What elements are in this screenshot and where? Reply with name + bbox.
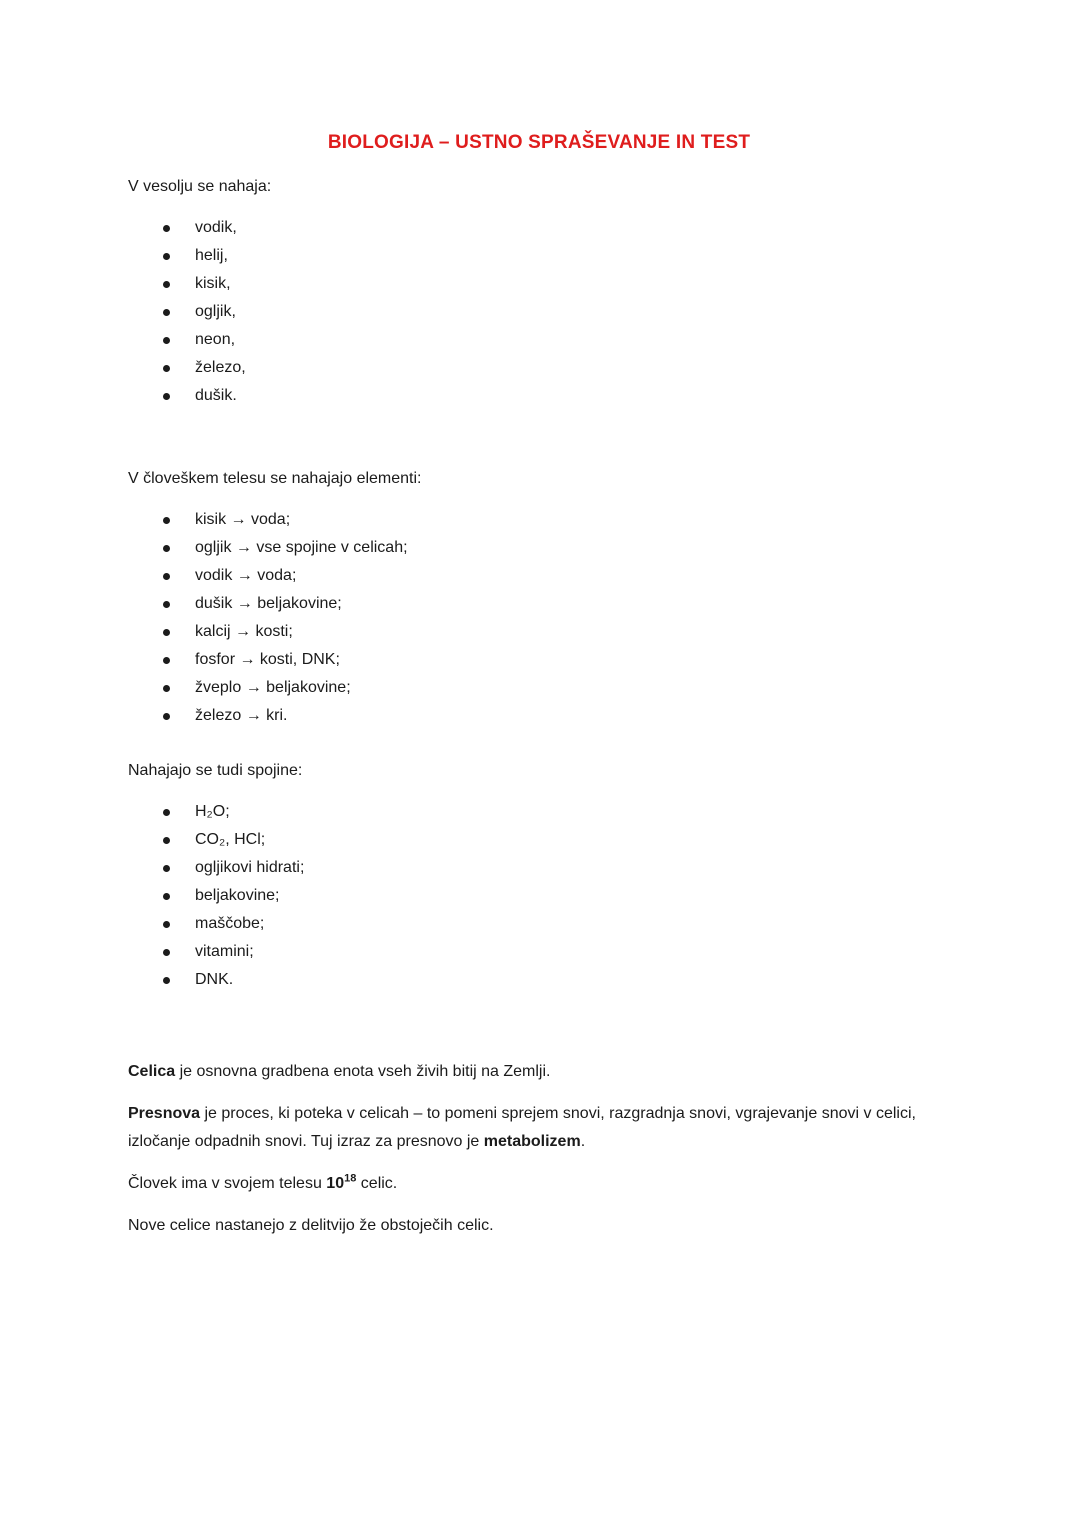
- list-item: žveplo → beljakovine;: [163, 674, 950, 702]
- list-item: neon,: [163, 326, 950, 354]
- paragraph-text: je osnovna gradbena enota vseh živih bitij na Zemlji.: [175, 1063, 551, 1080]
- list-item: dušik → beljakovine;: [163, 590, 950, 618]
- paragraph-text: Človek ima v svojem telesu: [128, 1175, 327, 1192]
- document-title: BIOLOGIJA – USTNO SPRAŠEVANJE IN TEST: [327, 132, 751, 153]
- list-item: H₂O;: [163, 798, 950, 826]
- bold-number: 10: [326, 1175, 345, 1192]
- cell-count-paragraph: [128, 1170, 950, 1198]
- list-item: beljakovine;: [163, 882, 950, 910]
- list-item: fosfor → kosti, DNK;: [163, 646, 950, 674]
- body-elements-section-heading: V človeškem telesu se nahajajo elementi:: [128, 470, 422, 487]
- list-item: maščobe;: [163, 910, 950, 938]
- list-item: ogljik → vse spojine v celicah;: [163, 534, 950, 562]
- list-item: vodik → voda;: [163, 562, 950, 590]
- list-item: železo,: [163, 354, 950, 382]
- paragraph-text: je proces, ki poteka v celicah – to pomeni sprejem snovi, razgradnja snovi, vgrajevanje snovi v celici, izločanje odpadnih snovi. Tuj izraz za presnovo je: [128, 1105, 916, 1150]
- universe-elements-list: [128, 214, 950, 410]
- universe-section-heading: V vesolju se nahaja:: [128, 178, 272, 195]
- compounds-list: [128, 798, 950, 994]
- paragraph-text: .: [580, 1133, 586, 1150]
- list-item: kisik,: [163, 270, 950, 298]
- list-item: helij,: [163, 242, 950, 270]
- list-item: vitamini;: [163, 938, 950, 966]
- list-item: DNK.: [163, 966, 950, 994]
- new-cells-paragraph: [128, 1212, 950, 1240]
- bold-term: metabolizem: [483, 1133, 581, 1150]
- paragraph-text: celic.: [356, 1175, 398, 1192]
- list-item: ogljikovi hidrati;: [163, 854, 950, 882]
- presnova-paragraph: [128, 1100, 950, 1156]
- body-elements-list: [128, 506, 950, 730]
- celica-paragraph: [128, 1058, 950, 1086]
- compounds-section-heading: Nahajajo se tudi spojine:: [128, 762, 303, 779]
- list-item: CO₂, HCl;: [163, 826, 950, 854]
- superscript-exponent: 18: [344, 1172, 357, 1185]
- bold-term: Celica: [128, 1063, 176, 1080]
- list-item: vodik,: [163, 214, 950, 242]
- list-item: dušik.: [163, 382, 950, 410]
- list-item: kalcij → kosti;: [163, 618, 950, 646]
- bold-term: Presnova: [128, 1105, 201, 1122]
- list-item: ogljik,: [163, 298, 950, 326]
- list-item: železo → kri.: [163, 702, 950, 730]
- paragraph-text: Nove celice nastanejo z delitvijo že obstoječih celic.: [128, 1217, 494, 1234]
- list-item: kisik → voda;: [163, 506, 950, 534]
